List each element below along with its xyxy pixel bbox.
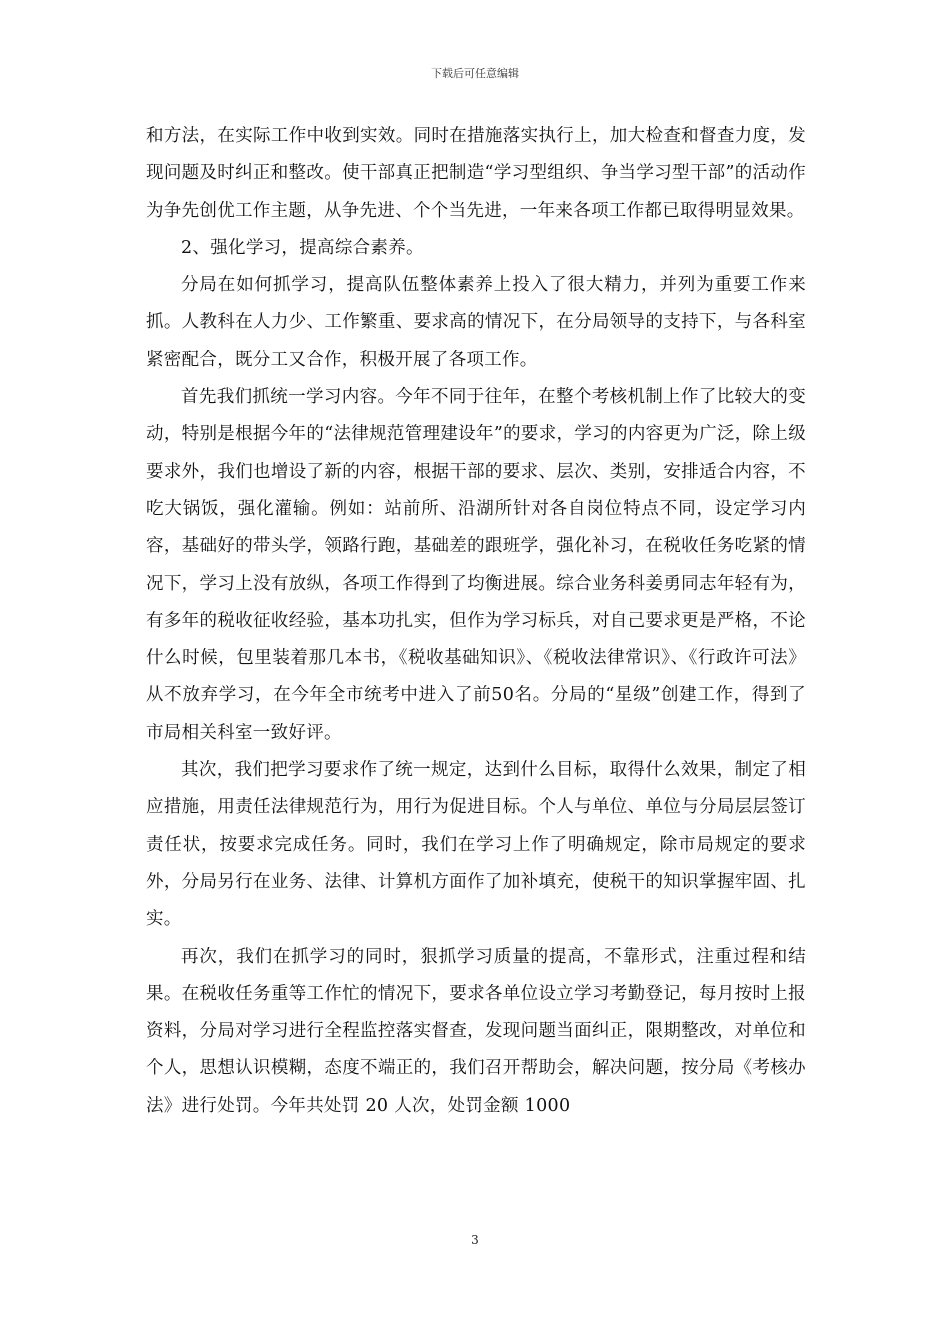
paragraph: 分局在如何抓学习，提高队伍整体素养上投入了很大精力，并列为重要工作来抓。人教科在人力少、工作繁重、要求高的情况下，在分局领导的支持下，与各科室紧密配合，既分工又合作，积极开展了各项工作。 <box>146 275 806 370</box>
section-heading: 2、强化学习，提高综合素养。 <box>181 237 424 258</box>
paragraph: 首先我们抓统一学习内容。今年不同于往年，在整个考核机制上作了比较大的变动，特别是根据今年的“法律规范管理建设年”的要求，学习的内容更为广泛，除上级要求外，我们也增设了新的内容，根据干部的要求、层次、类别，安排适合内容，不吃大锅饭，强化灌输。例如：站前所、沿湖所针对各自岗位特点不同，设定学习内容，基础好的带头学，领路行跑，基础差的跟班学，强化补习，在税收任务吃紧的情况下，学习上没有放纵，各项工作得到了均衡进展。综合业务科姜勇同志年轻有为，有多年的税收征收经验，基本功扎实，但作为学习标兵，对自己要求更是严格，不论什么时候，包里装着那几本书，《税收基础知识》、《税收法律常识》、《行政许可法》从不放弃学习，在今年全市统考中进入了前50名。分局的“星级”创建工作，得到了市局相关科室一致好评。 <box>146 387 806 743</box>
page-number: 3 <box>471 1233 479 1247</box>
document-body <box>146 118 806 1125</box>
paragraph-continuation: 和方法，在实际工作中收到实效。同时在措施落实执行上，加大检查和督查力度，发现问题及时纠正和整改。使干部真正把制造“学习型组织、争当学习型干部”的活动作为争先创优工作主题，从争先进、个个当先进，一年来各项工作都已取得明显效果。 <box>146 126 806 221</box>
paragraph: 再次，我们在抓学习的同时，狠抓学习质量的提高，不靠形式，注重过程和结果。在税收任务重等工作忙的情况下，要求各单位设立学习考勤登记，每月按时上报资料，分局对学习进行全程监控落实督查，发现问题当面纠正，限期整改，对单位和个人，思想认识模糊，态度不端正的，我们召开帮助会，解决问题，按分局《考核办法》进行处罚。今年共处罚 20 人次，处罚金额 1000 <box>146 946 806 1116</box>
paragraph: 其次，我们把学习要求作了统一规定，达到什么目标，取得什么效果，制定了相应措施，用责任法律规范行为，用行为促进目标。个人与单位、单位与分局层层签订责任状，按要求完成任务。同时，我们在学习上作了明确规定，除市局规定的要求外，分局另行在业务、法律、计算机方面作了加补填充，使税干的知识掌握牢固、扎实。 <box>146 760 806 930</box>
page-header: 下载后可任意编辑 <box>431 67 519 80</box>
